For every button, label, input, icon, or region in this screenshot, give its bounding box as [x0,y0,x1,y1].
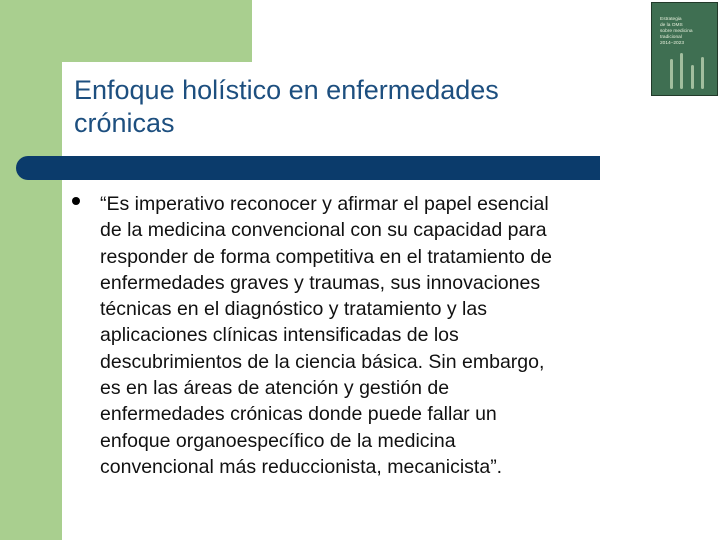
quote-line: de la medicina convencional con su capacidad para [100,219,547,242]
title-underline-bar [16,156,600,180]
quote-line: es en las áreas de atención y gestión de [100,377,450,400]
report-cover-thumbnail [651,2,718,96]
quote-paragraph [100,191,660,480]
quote-line: responder de forma competitiva en el tratamiento de [100,245,552,268]
cover-plant-stem [670,59,673,89]
top-green-band [0,0,252,62]
quote-line: enfoque organoespecífico de la medicina [100,429,456,452]
cover-text-line: de la OMS [660,23,683,28]
quote-line: técnicas en el diagnóstico y tratamiento y las [100,298,487,321]
cover-title [660,17,710,47]
slide-title-line-1: Enfoque holístico en enfermedades [74,75,499,105]
quote-line: enfermedades crónicas donde puede fallar un [100,403,497,426]
cover-plant-stem [691,65,694,89]
quote-line: aplicaciones clínicas intensificadas de los [100,324,459,347]
cover-text-line: 2014–2023 [660,41,685,46]
slide-title [74,74,634,140]
cover-text-line: sobre medicina [660,29,693,34]
left-green-band [0,0,62,540]
cover-plant-stem [680,53,683,89]
cover-plant-stem [701,57,704,89]
quote-line: enfermedades graves y traumas, sus innovaciones [100,271,541,294]
bullet-icon [72,197,80,205]
quote-line: convencional más reduccionista, mecanicista”. [100,455,503,478]
quote-line: descubrimientos de la ciencia básica. Sin embargo, [100,350,545,373]
cover-text-line: Estrategia [660,17,682,22]
slide-title-line-2: crónicas [74,108,175,138]
cover-text-line: tradicional [660,35,682,40]
quote-line: “Es imperativo reconocer y afirmar el papel esencial [100,193,549,215]
